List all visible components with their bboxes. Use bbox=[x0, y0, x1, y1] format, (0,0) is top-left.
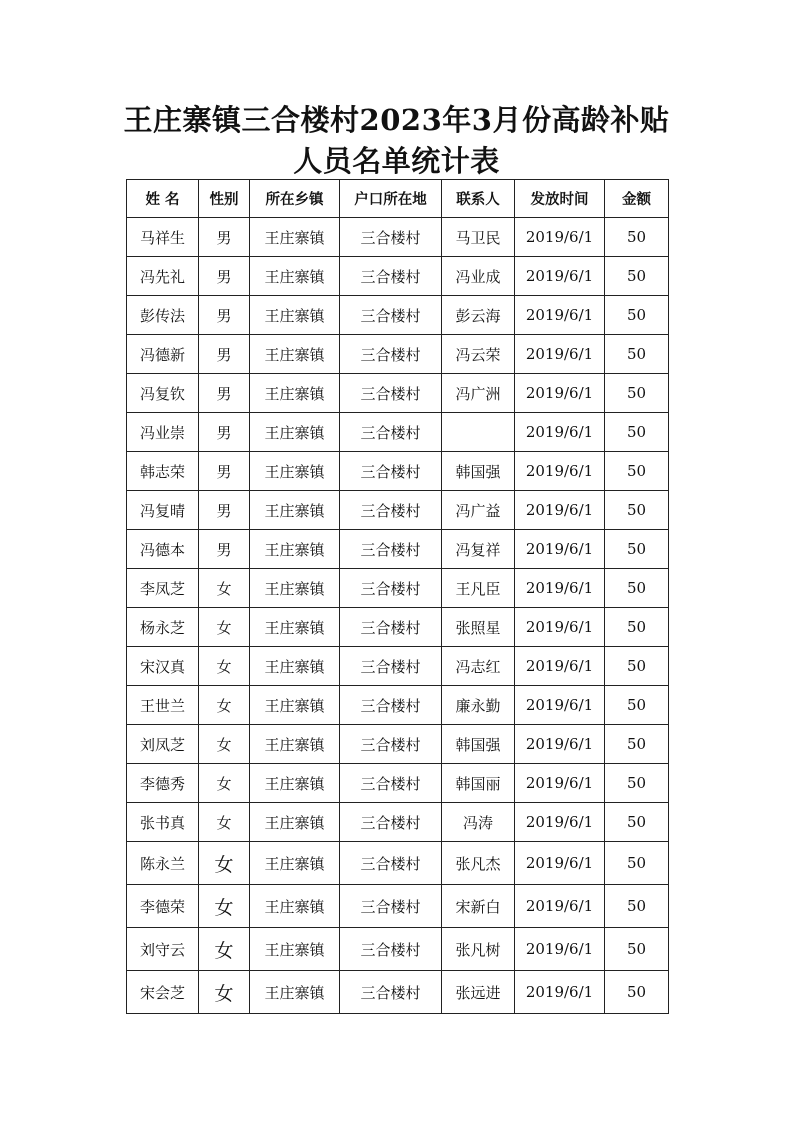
cell-name: 王世兰 bbox=[127, 686, 199, 725]
cell-amount: 50 bbox=[605, 885, 669, 928]
cell-amount: 50 bbox=[605, 725, 669, 764]
header-amount: 金额 bbox=[605, 180, 669, 218]
cell-issue-date: 2019/6/1 bbox=[515, 842, 605, 885]
cell-township: 王庄寨镇 bbox=[250, 413, 340, 452]
cell-contact: 冯志红 bbox=[442, 647, 515, 686]
cell-registered-residence: 三合楼村 bbox=[340, 452, 442, 491]
cell-contact: 冯广益 bbox=[442, 491, 515, 530]
cell-registered-residence: 三合楼村 bbox=[340, 928, 442, 971]
cell-issue-date: 2019/6/1 bbox=[515, 374, 605, 413]
cell-registered-residence: 三合楼村 bbox=[340, 803, 442, 842]
table-row bbox=[127, 374, 669, 413]
cell-registered-residence: 三合楼村 bbox=[340, 530, 442, 569]
cell-township: 王庄寨镇 bbox=[250, 569, 340, 608]
table-row bbox=[127, 608, 669, 647]
cell-gender: 男 bbox=[199, 374, 250, 413]
cell-contact: 张照星 bbox=[442, 608, 515, 647]
cell-registered-residence: 三合楼村 bbox=[340, 686, 442, 725]
table-row bbox=[127, 725, 669, 764]
cell-township: 王庄寨镇 bbox=[250, 971, 340, 1014]
cell-gender: 男 bbox=[199, 218, 250, 257]
cell-name: 杨永芝 bbox=[127, 608, 199, 647]
cell-issue-date: 2019/6/1 bbox=[515, 647, 605, 686]
cell-name: 宋会芝 bbox=[127, 971, 199, 1014]
header-contact: 联系人 bbox=[442, 180, 515, 218]
table-header-row bbox=[127, 180, 669, 218]
cell-issue-date: 2019/6/1 bbox=[515, 257, 605, 296]
cell-amount: 50 bbox=[605, 335, 669, 374]
cell-name: 冯复钦 bbox=[127, 374, 199, 413]
cell-contact: 张远进 bbox=[442, 971, 515, 1014]
cell-name: 彭传法 bbox=[127, 296, 199, 335]
cell-contact: 马卫民 bbox=[442, 218, 515, 257]
cell-township: 王庄寨镇 bbox=[250, 530, 340, 569]
cell-contact: 张凡树 bbox=[442, 928, 515, 971]
cell-gender: 男 bbox=[199, 296, 250, 335]
cell-name: 陈永兰 bbox=[127, 842, 199, 885]
document-title-line-1: 王庄寨镇三合楼村2023年3月份高龄补贴 bbox=[123, 103, 670, 137]
cell-amount: 50 bbox=[605, 608, 669, 647]
cell-issue-date: 2019/6/1 bbox=[515, 218, 605, 257]
cell-name: 冯德新 bbox=[127, 335, 199, 374]
cell-contact: 王凡臣 bbox=[442, 569, 515, 608]
cell-issue-date: 2019/6/1 bbox=[515, 335, 605, 374]
table-row bbox=[127, 335, 669, 374]
cell-contact: 冯云荣 bbox=[442, 335, 515, 374]
cell-township: 王庄寨镇 bbox=[250, 374, 340, 413]
cell-amount: 50 bbox=[605, 218, 669, 257]
cell-issue-date: 2019/6/1 bbox=[515, 725, 605, 764]
cell-amount: 50 bbox=[605, 413, 669, 452]
cell-township: 王庄寨镇 bbox=[250, 257, 340, 296]
cell-issue-date: 2019/6/1 bbox=[515, 452, 605, 491]
cell-contact: 冯广洲 bbox=[442, 374, 515, 413]
table-row bbox=[127, 530, 669, 569]
header-gender: 性别 bbox=[199, 180, 250, 218]
cell-township: 王庄寨镇 bbox=[250, 608, 340, 647]
header-name: 姓 名 bbox=[127, 180, 199, 218]
cell-contact bbox=[442, 413, 515, 452]
table-row bbox=[127, 491, 669, 530]
cell-gender: 女 bbox=[199, 842, 250, 885]
cell-amount: 50 bbox=[605, 686, 669, 725]
cell-contact: 廉永勤 bbox=[442, 686, 515, 725]
table-row bbox=[127, 452, 669, 491]
cell-name: 张书真 bbox=[127, 803, 199, 842]
cell-amount: 50 bbox=[605, 452, 669, 491]
table-row bbox=[127, 296, 669, 335]
cell-registered-residence: 三合楼村 bbox=[340, 218, 442, 257]
cell-gender: 女 bbox=[199, 928, 250, 971]
cell-contact: 韩国丽 bbox=[442, 764, 515, 803]
cell-amount: 50 bbox=[605, 257, 669, 296]
cell-contact: 韩国强 bbox=[442, 452, 515, 491]
cell-registered-residence: 三合楼村 bbox=[340, 608, 442, 647]
cell-registered-residence: 三合楼村 bbox=[340, 764, 442, 803]
cell-gender: 女 bbox=[199, 885, 250, 928]
cell-registered-residence: 三合楼村 bbox=[340, 374, 442, 413]
cell-contact: 宋新白 bbox=[442, 885, 515, 928]
cell-township: 王庄寨镇 bbox=[250, 928, 340, 971]
cell-registered-residence: 三合楼村 bbox=[340, 725, 442, 764]
header-registered-residence: 户口所在地 bbox=[340, 180, 442, 218]
cell-registered-residence: 三合楼村 bbox=[340, 335, 442, 374]
cell-contact: 韩国强 bbox=[442, 725, 515, 764]
cell-township: 王庄寨镇 bbox=[250, 725, 340, 764]
cell-gender: 女 bbox=[199, 686, 250, 725]
cell-name: 刘凤芝 bbox=[127, 725, 199, 764]
cell-gender: 女 bbox=[199, 803, 250, 842]
table-row bbox=[127, 569, 669, 608]
cell-name: 李德荣 bbox=[127, 885, 199, 928]
cell-gender: 男 bbox=[199, 530, 250, 569]
cell-township: 王庄寨镇 bbox=[250, 452, 340, 491]
table-row bbox=[127, 218, 669, 257]
cell-gender: 男 bbox=[199, 413, 250, 452]
cell-issue-date: 2019/6/1 bbox=[515, 530, 605, 569]
table-row bbox=[127, 928, 669, 971]
cell-gender: 男 bbox=[199, 452, 250, 491]
cell-registered-residence: 三合楼村 bbox=[340, 257, 442, 296]
cell-issue-date: 2019/6/1 bbox=[515, 885, 605, 928]
cell-issue-date: 2019/6/1 bbox=[515, 296, 605, 335]
cell-issue-date: 2019/6/1 bbox=[515, 971, 605, 1014]
cell-name: 李德秀 bbox=[127, 764, 199, 803]
cell-name: 冯业崇 bbox=[127, 413, 199, 452]
cell-amount: 50 bbox=[605, 803, 669, 842]
cell-issue-date: 2019/6/1 bbox=[515, 569, 605, 608]
cell-registered-residence: 三合楼村 bbox=[340, 569, 442, 608]
cell-amount: 50 bbox=[605, 971, 669, 1014]
cell-contact: 冯复祥 bbox=[442, 530, 515, 569]
cell-amount: 50 bbox=[605, 842, 669, 885]
cell-name: 冯德本 bbox=[127, 530, 199, 569]
cell-township: 王庄寨镇 bbox=[250, 296, 340, 335]
cell-name: 李凤芝 bbox=[127, 569, 199, 608]
cell-issue-date: 2019/6/1 bbox=[515, 413, 605, 452]
cell-registered-residence: 三合楼村 bbox=[340, 413, 442, 452]
cell-township: 王庄寨镇 bbox=[250, 647, 340, 686]
cell-registered-residence: 三合楼村 bbox=[340, 491, 442, 530]
cell-name: 冯先礼 bbox=[127, 257, 199, 296]
cell-amount: 50 bbox=[605, 374, 669, 413]
table-row bbox=[127, 803, 669, 842]
cell-registered-residence: 三合楼村 bbox=[340, 842, 442, 885]
cell-township: 王庄寨镇 bbox=[250, 842, 340, 885]
cell-registered-residence: 三合楼村 bbox=[340, 971, 442, 1014]
cell-gender: 男 bbox=[199, 335, 250, 374]
cell-issue-date: 2019/6/1 bbox=[515, 608, 605, 647]
cell-gender: 女 bbox=[199, 647, 250, 686]
header-township: 所在乡镇 bbox=[250, 180, 340, 218]
cell-name: 宋汉真 bbox=[127, 647, 199, 686]
cell-contact: 冯业成 bbox=[442, 257, 515, 296]
cell-township: 王庄寨镇 bbox=[250, 764, 340, 803]
cell-gender: 女 bbox=[199, 608, 250, 647]
cell-gender: 女 bbox=[199, 569, 250, 608]
table-row bbox=[127, 257, 669, 296]
cell-name: 韩志荣 bbox=[127, 452, 199, 491]
cell-name: 马祥生 bbox=[127, 218, 199, 257]
cell-name: 刘守云 bbox=[127, 928, 199, 971]
cell-issue-date: 2019/6/1 bbox=[515, 803, 605, 842]
table-row bbox=[127, 686, 669, 725]
cell-amount: 50 bbox=[605, 491, 669, 530]
cell-amount: 50 bbox=[605, 928, 669, 971]
cell-township: 王庄寨镇 bbox=[250, 803, 340, 842]
cell-contact: 张凡杰 bbox=[442, 842, 515, 885]
cell-contact: 彭云海 bbox=[442, 296, 515, 335]
cell-gender: 男 bbox=[199, 257, 250, 296]
header-issue-date: 发放时间 bbox=[515, 180, 605, 218]
cell-gender: 女 bbox=[199, 764, 250, 803]
table-row bbox=[127, 842, 669, 885]
cell-contact: 冯涛 bbox=[442, 803, 515, 842]
table-row bbox=[127, 885, 669, 928]
cell-registered-residence: 三合楼村 bbox=[340, 885, 442, 928]
cell-name: 冯复晴 bbox=[127, 491, 199, 530]
table-row bbox=[127, 413, 669, 452]
cell-registered-residence: 三合楼村 bbox=[340, 296, 442, 335]
table-row bbox=[127, 971, 669, 1014]
cell-amount: 50 bbox=[605, 530, 669, 569]
cell-issue-date: 2019/6/1 bbox=[515, 764, 605, 803]
cell-township: 王庄寨镇 bbox=[250, 885, 340, 928]
cell-amount: 50 bbox=[605, 647, 669, 686]
cell-amount: 50 bbox=[605, 764, 669, 803]
cell-township: 王庄寨镇 bbox=[250, 491, 340, 530]
document-title-line-2: 人员名单统计表 bbox=[293, 144, 500, 178]
cell-gender: 男 bbox=[199, 491, 250, 530]
cell-issue-date: 2019/6/1 bbox=[515, 686, 605, 725]
cell-issue-date: 2019/6/1 bbox=[515, 491, 605, 530]
cell-amount: 50 bbox=[605, 569, 669, 608]
table-row bbox=[127, 647, 669, 686]
table-row bbox=[127, 764, 669, 803]
cell-township: 王庄寨镇 bbox=[250, 335, 340, 374]
subsidy-table bbox=[126, 179, 669, 1014]
cell-township: 王庄寨镇 bbox=[250, 686, 340, 725]
cell-gender: 女 bbox=[199, 971, 250, 1014]
cell-registered-residence: 三合楼村 bbox=[340, 647, 442, 686]
cell-issue-date: 2019/6/1 bbox=[515, 928, 605, 971]
cell-amount: 50 bbox=[605, 296, 669, 335]
cell-township: 王庄寨镇 bbox=[250, 218, 340, 257]
cell-gender: 女 bbox=[199, 725, 250, 764]
